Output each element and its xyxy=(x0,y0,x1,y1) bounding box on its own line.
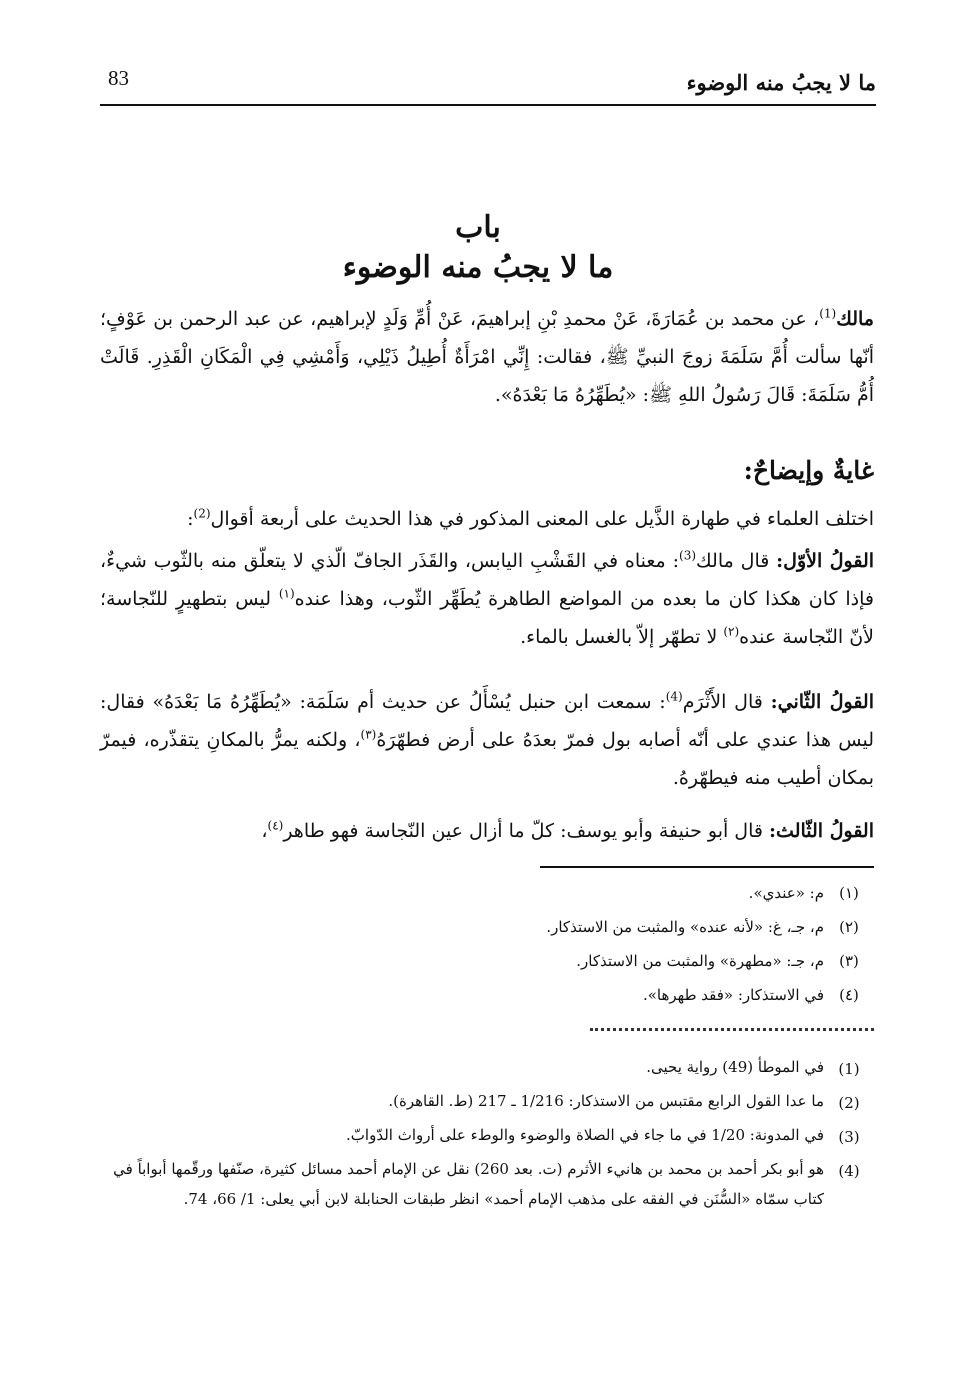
footnote-ref: (1) xyxy=(819,306,837,321)
opinion-lead: القولُ الثّاني: xyxy=(770,691,874,713)
note-text: في الموطأ (49) رواية يحيى. xyxy=(646,1058,824,1076)
opinion-paragraph-2 xyxy=(100,683,874,797)
note-number: (3) xyxy=(838,1128,860,1146)
note-number: (٤) xyxy=(839,986,859,1004)
footnote-ref: (2) xyxy=(193,506,211,521)
opinion-lead: القولُ الثّالث: xyxy=(769,820,874,842)
variant-note xyxy=(100,978,874,1012)
page-number: 83 xyxy=(108,66,129,90)
hadith-lead: مالك xyxy=(836,308,874,330)
opinion-text: ، ولكنه يمرُّ بالمكانِ يتقذّره، فيمرّ بمكان أطيب منه فيطهّرهُ. xyxy=(100,729,874,789)
hadith-text: ، عن محمد بن عُمَارَةَ، عَنْ محمدِ بْنِ إبراهيمَ، عَنْ أُمِّ وَلَدٍ لإبراهيم، عن عبد الرحمن بن عَوْفٍ؛ أنّها سألت أُمَّ سَلَمَةَ زوجَ النبيِّ ﷺ، فقالت: إِنِّي امْرَأَةٌ أُطِيلُ ذَيْلِي، وَأَمْشِي فِي الْمَكَانِ الْقَذِرِ. قَالَتْ أُمُّ سَلَمَةَ: قَالَ رَسُولُ اللهِ ﷺ: «يُطَهِّرُهُ مَا بَعْدَهُ». xyxy=(100,308,874,406)
opinion-lead: القولُ الأوّل: xyxy=(776,550,875,572)
source-note xyxy=(100,1120,874,1154)
note-text: م، جـ، غ: «لأنه عنده» والمثبت من الاستذكار. xyxy=(546,918,824,936)
hadith-paragraph xyxy=(100,300,874,414)
opinion-text: قال مالك xyxy=(696,550,777,572)
source-note xyxy=(100,1052,874,1086)
note-text: في المدونة: 1/20 في ما جاء في الصلاة والوضوء والوطء على أرواث الدّوابّ. xyxy=(346,1126,824,1144)
variant-ref: (١) xyxy=(278,586,295,601)
section-heading: غايةٌ وإيضاحٌ: xyxy=(743,456,874,485)
page-header xyxy=(100,58,876,106)
note-text: م: «عندي». xyxy=(748,884,824,902)
intro-tail: : xyxy=(187,508,194,530)
note-number: (2) xyxy=(838,1094,860,1112)
running-title: ما لا يجبُ منه الوضوء xyxy=(686,70,876,95)
opinion-text: لا تطهّر إلاّ بالغسل بالماء. xyxy=(520,626,724,648)
opinion-paragraph-1 xyxy=(100,542,874,656)
source-note xyxy=(100,1086,874,1120)
chapter-title: ما لا يجبُ منه الوضوء xyxy=(342,250,614,285)
note-number: (1) xyxy=(838,1060,860,1078)
note-number: (4) xyxy=(838,1162,860,1180)
opinion-text: ، xyxy=(261,820,268,842)
opinion-text: : سمعت ابن حنبل يُسْأَلُ عن حديث أم سَلَمَة: «يُطَهِّرُهُ مَا بَعْدَهُ» فقال: ليس هذا عندي على أنّه أصابه بول فمرّ بعدَهُ على أرض فطهّرَهُ xyxy=(100,691,874,751)
note-text: ما عدا القول الرابع مقتبس من الاستذكار: 1/216 ـ 217 (ط. القاهرة). xyxy=(388,1092,824,1110)
intro-paragraph xyxy=(100,500,874,538)
note-text: م، جـ: «مطهرة» والمثبت من الاستذكار. xyxy=(576,952,824,970)
note-text: في الاستذكار: «فقد طهرها». xyxy=(642,986,824,1004)
variant-note xyxy=(100,910,874,944)
source-note xyxy=(100,1154,874,1214)
opinion-text: ليس بتطهيرٍ للنّجاسة؛ لأنّ النّجاسة عنده xyxy=(100,588,874,648)
variant-ref: (٤) xyxy=(267,818,284,833)
footnote-separator xyxy=(540,866,874,868)
footnote-ref: (3) xyxy=(679,548,697,563)
note-number: (٢) xyxy=(839,918,859,936)
opinion-text: : معناه في القَشْبِ اليابس، والقَذَر الجافّ الّذي لا يتعلّق منه بالثّوب شيءٌ، فإذا كان هكذا كان ما بعده من المواضع الطاهرة يُطَهِّر الثّوب، وهذا عنده xyxy=(100,550,874,610)
note-number: (٣) xyxy=(839,952,859,970)
intro-text: اختلف العلماء في طهارة الذَّيل على المعنى المذكور في هذا الحديث على أربعة أقوال xyxy=(210,508,874,530)
opinion-text: قال أبو حنيفة وأبو يوسف: كلّ ما أزال عين النّجاسة فهو طاهر xyxy=(283,820,770,842)
source-notes xyxy=(100,1052,874,1214)
opinion-paragraph-3 xyxy=(100,812,874,850)
variant-note xyxy=(100,876,874,910)
variant-ref: (٢) xyxy=(723,624,740,639)
variant-ref: (٣) xyxy=(360,727,377,742)
note-number: (١) xyxy=(839,884,859,902)
dotted-separator xyxy=(590,1028,874,1031)
footnote-ref: (4) xyxy=(665,689,683,704)
note-text: هو أبو بكر أحمد بن محمد بن هانيء الأثرم (ت. بعد 260) نقل عن الإمام أحمد مسائل كثيرة، صنّفها ورقّمها أبواباً في كتاب سمّاه «السُّنَن في الفقه على مذهب الإمام أحمد» انظر طبقات الحنابلة لابن أبي يعلى: 1/ 66، 74. xyxy=(113,1160,824,1208)
variant-note xyxy=(100,944,874,978)
chapter-label: باب xyxy=(455,210,501,245)
variant-notes xyxy=(100,876,874,1012)
opinion-text: قال الأَثْرَم xyxy=(682,691,771,713)
